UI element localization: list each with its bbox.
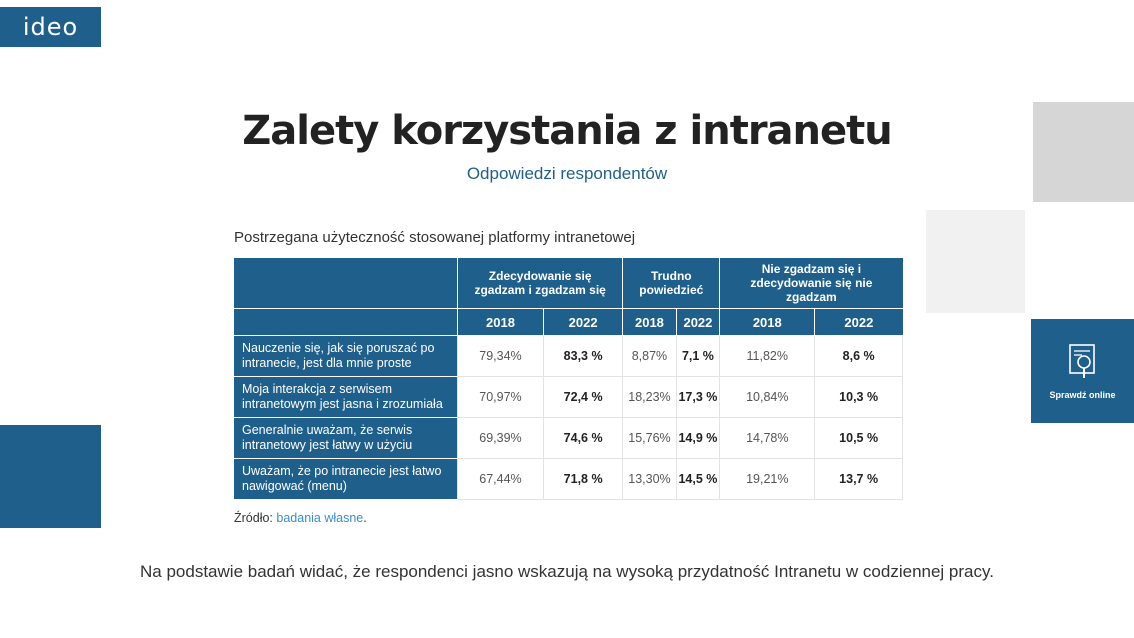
value-cell: 7,1 % — [676, 336, 720, 377]
value-cell: 15,76% — [623, 418, 676, 459]
page-subtitle: Odpowiedzi respondentów — [466, 164, 668, 183]
value-cell: 10,5 % — [815, 418, 903, 459]
table-row — [234, 377, 903, 418]
row-label: Moja interakcja z serwisem intranetowym jest jasna i zrozumiała — [234, 377, 458, 418]
value-cell: 8,87% — [623, 336, 676, 377]
value-cell: 69,39% — [458, 418, 544, 459]
value-cell: 67,44% — [458, 459, 544, 500]
source-note — [234, 511, 367, 525]
corner-header-cell — [234, 258, 458, 309]
value-cell: 10,84% — [720, 377, 815, 418]
value-cell: 14,5 % — [676, 459, 720, 500]
year-header: 2022 — [676, 309, 720, 336]
ideo-logo[interactable]: ideo — [0, 7, 101, 47]
value-cell: 11,82% — [720, 336, 815, 377]
table-row — [234, 459, 903, 500]
value-cell: 19,21% — [720, 459, 815, 500]
source-prefix: Źródło: — [234, 511, 273, 525]
page-title: Zalety korzystania z intranetu — [242, 108, 892, 154]
row-label: Uważam, że po intranecie jest łatwo nawigować (menu) — [234, 459, 458, 500]
year-header: 2022 — [815, 309, 903, 336]
value-cell: 18,23% — [623, 377, 676, 418]
value-cell: 72,4 % — [543, 377, 622, 418]
value-cell: 13,7 % — [815, 459, 903, 500]
group-header-disagree: Nie zgadzam się i zdecydowanie się nie zgadzam — [720, 258, 903, 309]
year-header: 2018 — [623, 309, 676, 336]
source-suffix: . — [363, 511, 367, 525]
value-cell: 14,78% — [720, 418, 815, 459]
row-label: Generalnie uważam, że serwis intranetowy jest łatwy w użyciu — [234, 418, 458, 459]
survey-table — [234, 258, 903, 500]
value-cell: 74,6 % — [543, 418, 622, 459]
value-cell: 14,9 % — [676, 418, 720, 459]
group-header-agree: Zdecydowanie się zgadzam i zgadzam się — [458, 258, 623, 309]
summary-text: Na podstawie badań widać, że respondenci jasno wskazują na wysoką przydatność Intranetu w codziennej pracy. — [140, 562, 994, 581]
table-caption: Postrzegana użyteczność stosowanej platformy intranetowej — [234, 229, 636, 246]
value-cell: 17,3 % — [676, 377, 720, 418]
corner-header-cell — [234, 309, 458, 336]
value-cell: 71,8 % — [543, 459, 622, 500]
table-row — [234, 336, 903, 377]
decorative-light-gray-square — [926, 210, 1025, 313]
year-header: 2022 — [543, 309, 622, 336]
value-cell: 10,3 % — [815, 377, 903, 418]
year-header: 2018 — [720, 309, 815, 336]
decorative-blue-square — [0, 425, 101, 528]
check-online-label: Sprawdź online — [1049, 390, 1116, 400]
value-cell: 13,30% — [623, 459, 676, 500]
row-label: Nauczenie się, jak się poruszać po intranecie, jest dla mnie proste — [234, 336, 458, 377]
value-cell: 70,97% — [458, 377, 544, 418]
source-link[interactable]: badania własne — [276, 511, 364, 525]
search-document-icon — [1068, 343, 1098, 381]
value-cell: 8,6 % — [815, 336, 903, 377]
value-cell: 83,3 % — [543, 336, 622, 377]
check-online-button[interactable] — [1031, 319, 1134, 423]
table-row — [234, 418, 903, 459]
group-header-neutral: Trudno powiedzieć — [623, 258, 720, 309]
value-cell: 79,34% — [458, 336, 544, 377]
year-header: 2018 — [458, 309, 544, 336]
